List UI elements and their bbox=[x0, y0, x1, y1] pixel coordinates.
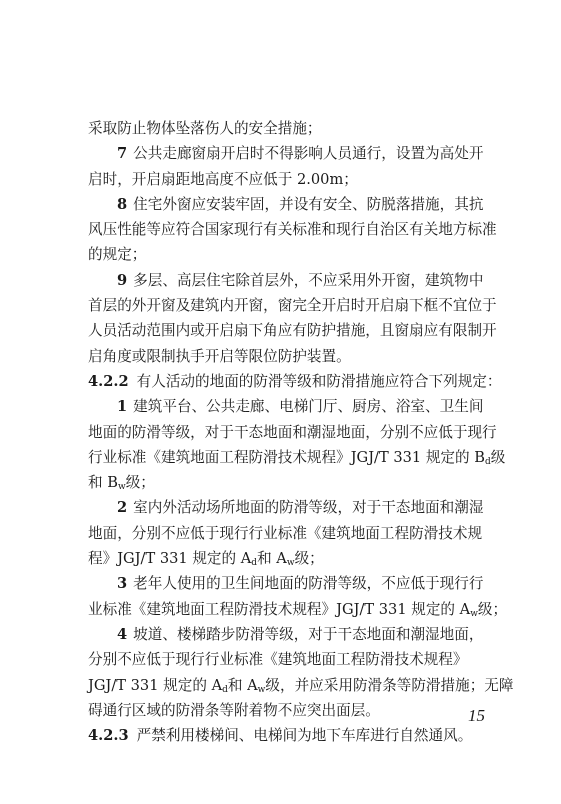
clause-number: 4.2.3 bbox=[88, 727, 129, 745]
list-item-4 bbox=[88, 622, 491, 647]
clause-number: 4.2.2 bbox=[88, 372, 129, 390]
text-run: 业标准《建筑地面工程防滑技术规程》JGJ/T 331 规定的 A bbox=[88, 600, 471, 618]
item-number: 1 bbox=[117, 398, 128, 416]
item-text: 多层、高层住宅除首层外，不应采用外开窗，建筑物中 bbox=[133, 271, 484, 289]
subscript: d bbox=[251, 558, 258, 569]
item-text: 室内外活动场所地面的防滑等级，对于干态地面和潮湿 bbox=[133, 499, 484, 517]
paragraph-line: 地面，分别不应低于现行行业标准《建筑地面工程防滑技术规 bbox=[88, 524, 483, 542]
subscript: w bbox=[286, 558, 295, 569]
item-number: 4 bbox=[117, 625, 128, 643]
text-run: 级； bbox=[125, 474, 155, 492]
item-number: 9 bbox=[117, 271, 128, 289]
text-run: 级； bbox=[477, 600, 508, 618]
list-item-8 bbox=[88, 192, 491, 217]
item-number: 8 bbox=[117, 195, 128, 213]
subscript: d bbox=[484, 456, 491, 467]
clause-4-2-2 bbox=[88, 369, 502, 394]
page-number: 15 bbox=[468, 706, 485, 725]
subscript: w bbox=[257, 684, 266, 695]
paragraph-line: 启时，开启扇距地高度不应低于 2.00m； bbox=[88, 170, 358, 188]
subscript: w bbox=[117, 482, 126, 493]
item-number: 7 bbox=[117, 145, 128, 163]
clause-text: 严禁利用楼梯间、电梯间为地下车库进行自然通风。 bbox=[136, 727, 473, 745]
paragraph-line: 启角度或限制执手开启等限位防护装置。 bbox=[88, 347, 351, 365]
clause-text: 有人活动的地面的防滑等级和防滑措施应符合下列规定： bbox=[136, 372, 502, 390]
clause-4-2-3 bbox=[88, 723, 491, 748]
paragraph-line bbox=[88, 673, 514, 698]
text-run: 行业标准《建筑地面工程防滑技术规程》JGJ/T 331 规定的 B bbox=[88, 448, 485, 466]
subscript: d bbox=[222, 684, 228, 695]
list-item-9 bbox=[88, 268, 491, 293]
paragraph-line bbox=[88, 470, 491, 495]
item-text: 老年人使用的卫生间地面的防滑等级，不应低于现行行 bbox=[133, 575, 484, 593]
paragraph-line: 采取防止物体坠落伤人的安全措施； bbox=[88, 120, 322, 137]
paragraph-line: 分别不应低于现行行业标准《建筑地面工程防滑技术规程》 bbox=[88, 651, 468, 669]
subscript: w bbox=[470, 608, 478, 619]
item-text: 住宅外窗应安装牢固，并设有安全、防脱落措施，其抗 bbox=[133, 195, 484, 213]
text-run: 级 bbox=[490, 448, 506, 466]
text-run: 级，并应采用防滑条等防滑措施；无障 bbox=[265, 676, 514, 694]
list-item-3 bbox=[88, 571, 491, 596]
paragraph-line: 地面的防滑等级，对于干态地面和潮湿地面，分别不应低于现行 bbox=[88, 423, 497, 441]
text-run: JGJ/T 331 规定的 A bbox=[88, 676, 223, 694]
list-item-1 bbox=[88, 394, 491, 419]
list-item-7 bbox=[88, 141, 491, 166]
body-text bbox=[88, 116, 514, 748]
text-run: 级； bbox=[294, 550, 324, 568]
paragraph-line: 的规定； bbox=[88, 246, 147, 264]
item-number: 3 bbox=[117, 575, 128, 593]
text-run: 和 A bbox=[257, 550, 287, 568]
text-run: 和 B bbox=[88, 474, 118, 492]
paragraph-line: 风压性能等应符合国家现行有关标准和现行自治区有关地方标准 bbox=[88, 221, 497, 239]
text-run: 和 A bbox=[227, 676, 258, 694]
text-run: 程》JGJ/T 331 规定的 A bbox=[88, 550, 252, 568]
paragraph-line bbox=[88, 445, 506, 470]
item-text: 公共走廊窗扇开启时不得影响人员通行，设置为高处开 bbox=[133, 145, 484, 163]
paragraph-line: 碍通行区域的防滑条等附着物不应突出面层。 bbox=[88, 701, 380, 719]
paragraph-line: 人员活动范围内或开启扇下角应有防护措施，且窗扇应有限制开 bbox=[88, 322, 497, 340]
item-number: 2 bbox=[117, 499, 128, 517]
list-item-2 bbox=[88, 495, 491, 520]
paragraph-line bbox=[88, 597, 508, 622]
paragraph-line bbox=[88, 546, 491, 571]
paragraph-line: 首层的外开窗及建筑内开窗，窗完全开启时开启扇下框不宜位于 bbox=[88, 297, 497, 315]
item-text: 建筑平台、公共走廊、电梯门厅、厨房、浴室、卫生间 bbox=[133, 398, 484, 416]
item-text: 坡道、楼梯踏步防滑等级，对于干态地面和潮湿地面， bbox=[133, 625, 484, 643]
